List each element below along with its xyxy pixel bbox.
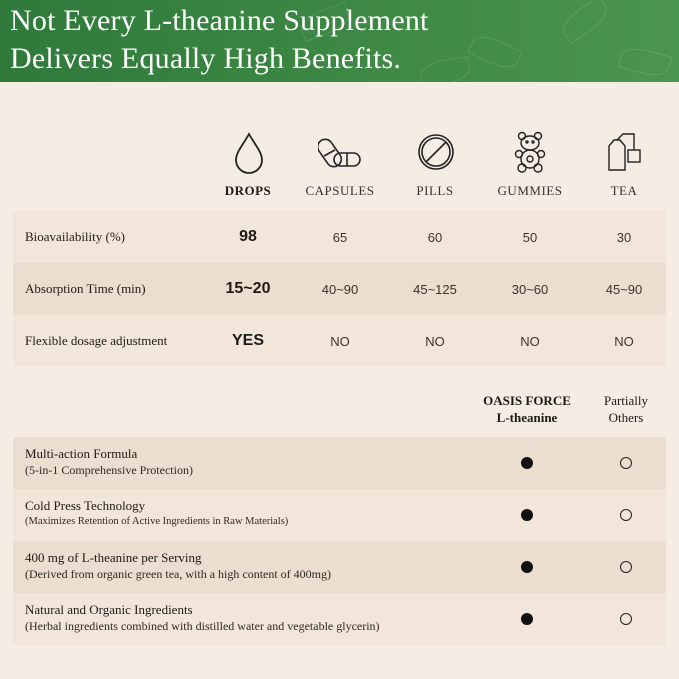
feature-row-natural-ingredients [13, 593, 666, 645]
metric-value-gummies: NO [520, 333, 540, 349]
metric-value-pills: 45~125 [413, 281, 457, 297]
column-label-pills: PILLS [416, 183, 454, 198]
feature-title: 400 mg of L-theanine per Serving [25, 550, 202, 565]
column-label-capsules: CAPSULES [305, 183, 375, 198]
feature-row-cold-press [13, 489, 666, 541]
page-title [10, 2, 429, 78]
metric-value-capsules: 65 [332, 229, 348, 245]
empty-circle-icon [620, 457, 632, 469]
column-label-tea: TEA [610, 183, 638, 198]
filled-dot-icon [521, 561, 533, 573]
others-label-line-1: Partially [603, 393, 649, 408]
metric-value-gummies: 30~60 [511, 281, 549, 297]
metric-value-pills: NO [425, 333, 445, 349]
metric-label: Flexible dosage adjustment [25, 333, 168, 348]
column-label-drops: DROPS [224, 183, 272, 198]
empty-circle-icon [620, 613, 632, 625]
empty-circle-icon [620, 561, 632, 573]
column-label-gummies: GUMMIES [497, 183, 563, 198]
metric-value-drops: 98 [239, 228, 257, 245]
feature-row-multi-action [13, 437, 666, 489]
metric-value-drops: 15~20 [225, 280, 271, 297]
feature-subtitle: (Derived from organic green tea, with a high content of 400mg) [25, 567, 332, 581]
brand-column-header [465, 392, 589, 426]
others-label-line-2: Others [608, 410, 644, 425]
metric-row-flexible-dosage [13, 315, 666, 367]
title-line-2: Delivers Equally High Benefits. [10, 42, 402, 75]
filled-dot-icon [521, 613, 533, 625]
feature-subtitle: (5-in-1 Comprehensive Protection) [25, 463, 193, 477]
feature-title: Natural and Organic Ingredients [25, 602, 193, 617]
metric-value-tea: NO [614, 333, 634, 349]
metric-value-tea: 30 [616, 229, 632, 245]
metric-row-absorption-time [13, 263, 666, 315]
filled-dot-icon [521, 457, 533, 469]
feature-title: Cold Press Technology [25, 498, 146, 513]
metric-label: Absorption Time (min) [25, 281, 146, 296]
brand-product: L-theanine [496, 410, 558, 425]
brand-name: OASIS FORCE [483, 393, 571, 408]
metric-row-bioavailability [13, 211, 666, 263]
tea-bag-icon [606, 130, 642, 174]
gummy-bear-icon [514, 131, 546, 175]
others-column-header [586, 392, 666, 426]
title-line-1: Not Every L-theanine Supplement [10, 4, 429, 37]
metric-value-drops: YES [231, 332, 264, 349]
header-banner [0, 0, 679, 82]
metric-value-pills: 60 [427, 229, 443, 245]
drop-icon [232, 131, 266, 175]
capsules-icon [318, 133, 362, 173]
metric-value-gummies: 50 [522, 229, 538, 245]
pill-icon [415, 131, 457, 173]
feature-subtitle: (Maximizes Retention of Active Ingredients in Raw Materials) [25, 516, 289, 527]
feature-row-dosage [13, 541, 666, 593]
metric-value-capsules: 40~90 [321, 281, 359, 297]
feature-subtitle: (Herbal ingredients combined with distilled water and vegetable glycerin) [25, 619, 380, 633]
metric-value-capsules: NO [330, 333, 350, 349]
metric-value-tea: 45~90 [605, 281, 643, 297]
metric-label: Bioavailability (%) [25, 229, 126, 244]
filled-dot-icon [521, 509, 533, 521]
feature-title: Multi-action Formula [25, 446, 138, 461]
empty-circle-icon [620, 509, 632, 521]
